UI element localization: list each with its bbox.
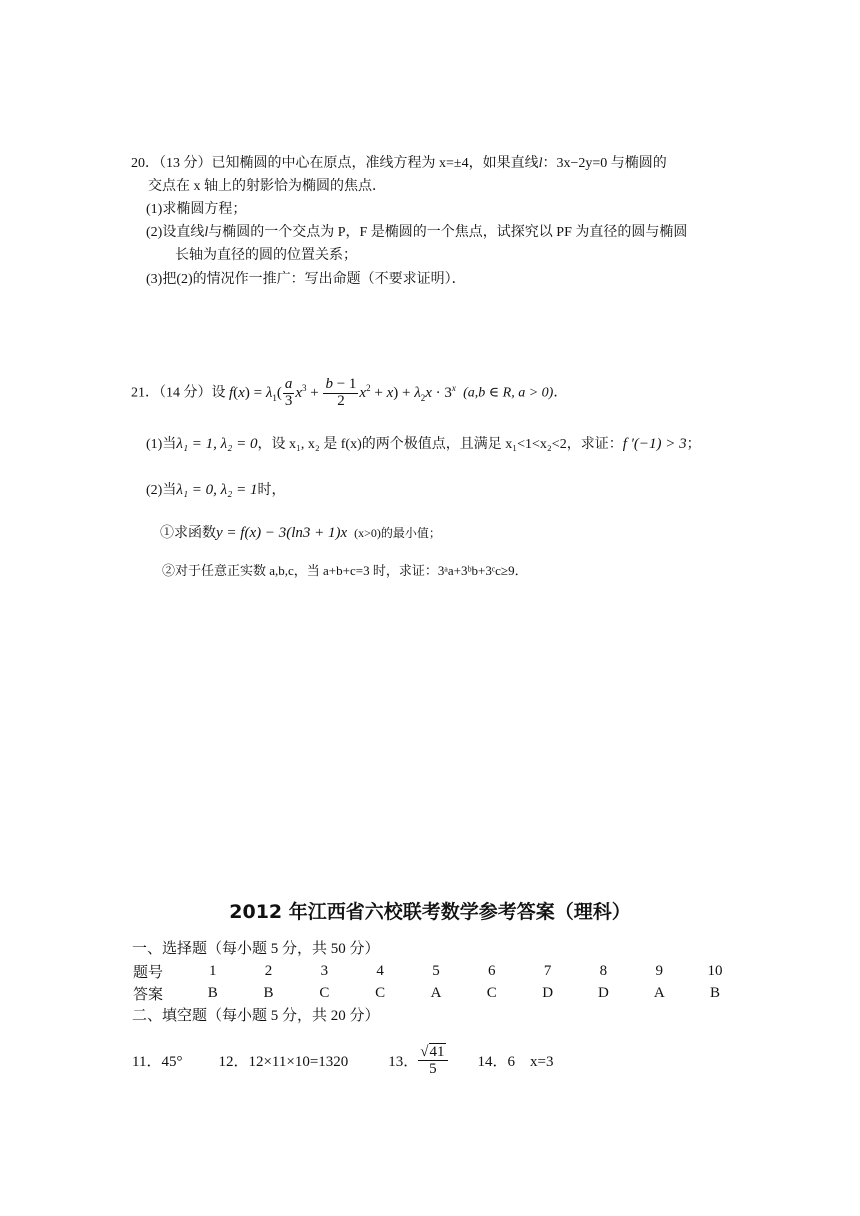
number-cell: 3: [320, 962, 329, 979]
answer-title: 2012 年江西省六校联考数学参考答案（理科）: [229, 901, 631, 923]
line-l-symbol: l: [204, 225, 209, 240]
choice-cell: A: [653, 984, 665, 1001]
choice-cell: B: [263, 984, 274, 1001]
number-cell: 5: [432, 962, 440, 979]
choice-cell: D: [542, 984, 554, 1001]
q20-number: 20．: [131, 156, 159, 171]
q21-part1: [146, 433, 701, 453]
q20-part2: [146, 221, 687, 241]
choice-row: [133, 982, 743, 1004]
number-cell: 1: [208, 962, 217, 979]
q21-set: 设: [211, 385, 226, 401]
q21-part2-condition: λ₁ = 0, λ₂ = 1: [176, 482, 258, 498]
answer-13-denominator: 5: [429, 1061, 437, 1077]
q21-sub1-a: ①求函数: [160, 526, 216, 541]
q21-part2-a: (2)当: [146, 483, 177, 498]
q20-score: （13 分）: [159, 156, 212, 171]
q21-part2: [146, 479, 286, 499]
q21-sub1-function: y = f(x) − 3(ln3 + 1)x: [216, 525, 348, 541]
q20-part2-b: 与椭圆的一个交点为 P，F 是椭圆的一个焦点，试探究以 PF 为直径的圆与椭圆: [208, 225, 688, 240]
q21-part1-condition: λ₁ = 1, λ₂ = 0: [176, 436, 258, 452]
number-cell: 8: [599, 962, 608, 979]
choice-cell: C: [375, 984, 386, 1001]
choice-cell: D: [598, 984, 609, 1001]
q20-part3: (3)把(2)的情况作一推广：写出命题（不要求证明）．: [146, 272, 466, 287]
number-row: [133, 960, 743, 982]
q21-part1-b: ，设 x₁, x₂ 是 f(x)的两个极值点，且满足 x₁<1<x₂<2，求证：: [257, 437, 623, 452]
q20-part2-a: (2)设直线: [146, 225, 205, 240]
number-cell: 9: [655, 962, 663, 979]
line-l-symbol: l: [538, 156, 543, 171]
answer-table: [133, 960, 743, 1004]
q20-part2-cont: 长轴为直径的圆的位置关系；: [175, 248, 357, 263]
number-cell: 2: [264, 962, 273, 979]
q21-part1-end: ；: [686, 437, 701, 452]
answer-13-label: 13．: [388, 1053, 419, 1070]
q21-sub2: ②对于任意正实数 a,b,c，当 a+b+c=3 时，求证：3ᵃa+3ᵇb+3ᶜc≥9．: [162, 563, 528, 578]
q20-part1: (1)求椭圆方程；: [146, 202, 247, 217]
number-cell: 6: [488, 962, 496, 979]
number-cell: 4: [376, 962, 384, 979]
q20-stem-part1: 已知椭圆的中心在原点，准线方程为 x=±4，如果直线: [211, 156, 539, 171]
answer-13-radicand: 41: [429, 1043, 445, 1060]
answer-12: 12．12×11×10=1320: [218, 1053, 349, 1070]
function-formula: $f(x) = \lambda_1$( $\frac{a}{3}$ $x^3$ + $\frac{b - 1}{2}$ $x^2 + x) + \lambda_2x \cdot 3^x$: [229, 376, 456, 409]
q20-stem-part2: ：3x−2y=0 与椭圆的: [542, 156, 667, 171]
choice-cell: A: [430, 984, 442, 1001]
choice-cell: C: [319, 984, 330, 1001]
choice-cell: C: [486, 984, 497, 1001]
number-cell: 7: [543, 962, 552, 979]
q21-score: （14 分）: [159, 385, 212, 401]
q20-line1: [131, 152, 667, 172]
q21-line1: [131, 377, 567, 410]
q21-part1-a: (1)当: [146, 437, 177, 452]
row-label-answer: 答案: [133, 986, 164, 1003]
answer-11: 11．45°: [132, 1053, 183, 1070]
answer-13-fraction: [418, 1043, 447, 1078]
q21-part1-proof: f ′(−1) > 3: [622, 436, 687, 452]
q20-line2: 交点在 x 轴上的射影恰为椭圆的焦点．: [148, 179, 386, 194]
choice-cell: B: [207, 984, 218, 1001]
q21-sub1: [160, 522, 441, 542]
q21-part2-b: 时，: [257, 483, 286, 498]
choice-cell: B: [710, 984, 721, 1001]
section-fill-heading: 二、填空题（每小题 5 分，共 20 分）: [132, 1008, 380, 1024]
q21-end: ．: [553, 385, 568, 401]
q21-condition: (a,b ∈ R, a > 0): [463, 385, 554, 401]
q21-number: 21．: [131, 385, 159, 401]
answer-14: 14．6 x=3: [477, 1053, 554, 1070]
sqrt-icon: √: [420, 1043, 429, 1060]
row-label-number: 题号: [133, 964, 164, 981]
number-cell: 10: [707, 962, 723, 979]
fill-answers: [132, 1040, 554, 1080]
q21-sub1-b: (x>0)的最小值；: [354, 526, 441, 540]
section-choice-heading: 一、选择题（每小题 5 分，共 50 分）: [132, 941, 380, 957]
